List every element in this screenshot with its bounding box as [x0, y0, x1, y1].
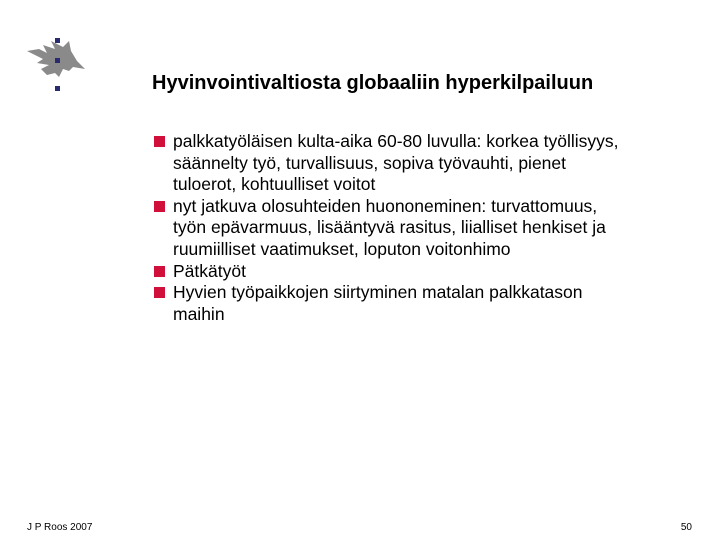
- bullet-text-line: Hyvien työpaikkojen siirtyminen matalan palkkatason: [173, 282, 583, 303]
- slide-title: Hyvinvointivaltiosta globaaliin hyperkilpailuun: [152, 72, 594, 94]
- bullet-text-line: Pätkätyöt: [173, 260, 246, 281]
- bullet-text-line: tuloerot, kohtuulliset voitot: [173, 174, 376, 195]
- bullet-item: [154, 282, 714, 325]
- bullet-list: [154, 131, 714, 325]
- bullet-square-icon: [154, 287, 165, 298]
- footer-author: J P Roos 2007: [27, 522, 93, 533]
- bullet-text-line: maihin: [173, 303, 225, 324]
- bullet-text-line: ruumiilliset vaatimukset, loputon voitonhimo: [173, 238, 511, 259]
- university-logo: [25, 35, 90, 97]
- flame-logo-icon: [25, 35, 90, 97]
- bullet-text-line: työn epävarmuus, lisääntyvä rasitus, liialliset henkiset ja: [173, 217, 606, 238]
- bullet-item: [154, 261, 714, 283]
- bullet-square-icon: [154, 201, 165, 212]
- bullet-square-icon: [154, 136, 165, 147]
- bullet-square-icon: [154, 266, 165, 277]
- bullet-text-line: säännelty työ, turvallisuus, sopiva työvauhti, pienet: [173, 152, 566, 173]
- page-number: 50: [680, 522, 692, 533]
- bullet-text-line: nyt jatkuva olosuhteiden huononeminen: turvattomuus,: [173, 195, 598, 216]
- bullet-text-line: palkkatyöläisen kulta-aika 60-80 luvulla: korkea työllisyys,: [173, 131, 619, 151]
- bullet-item: [154, 196, 714, 261]
- bullet-item: [154, 131, 714, 196]
